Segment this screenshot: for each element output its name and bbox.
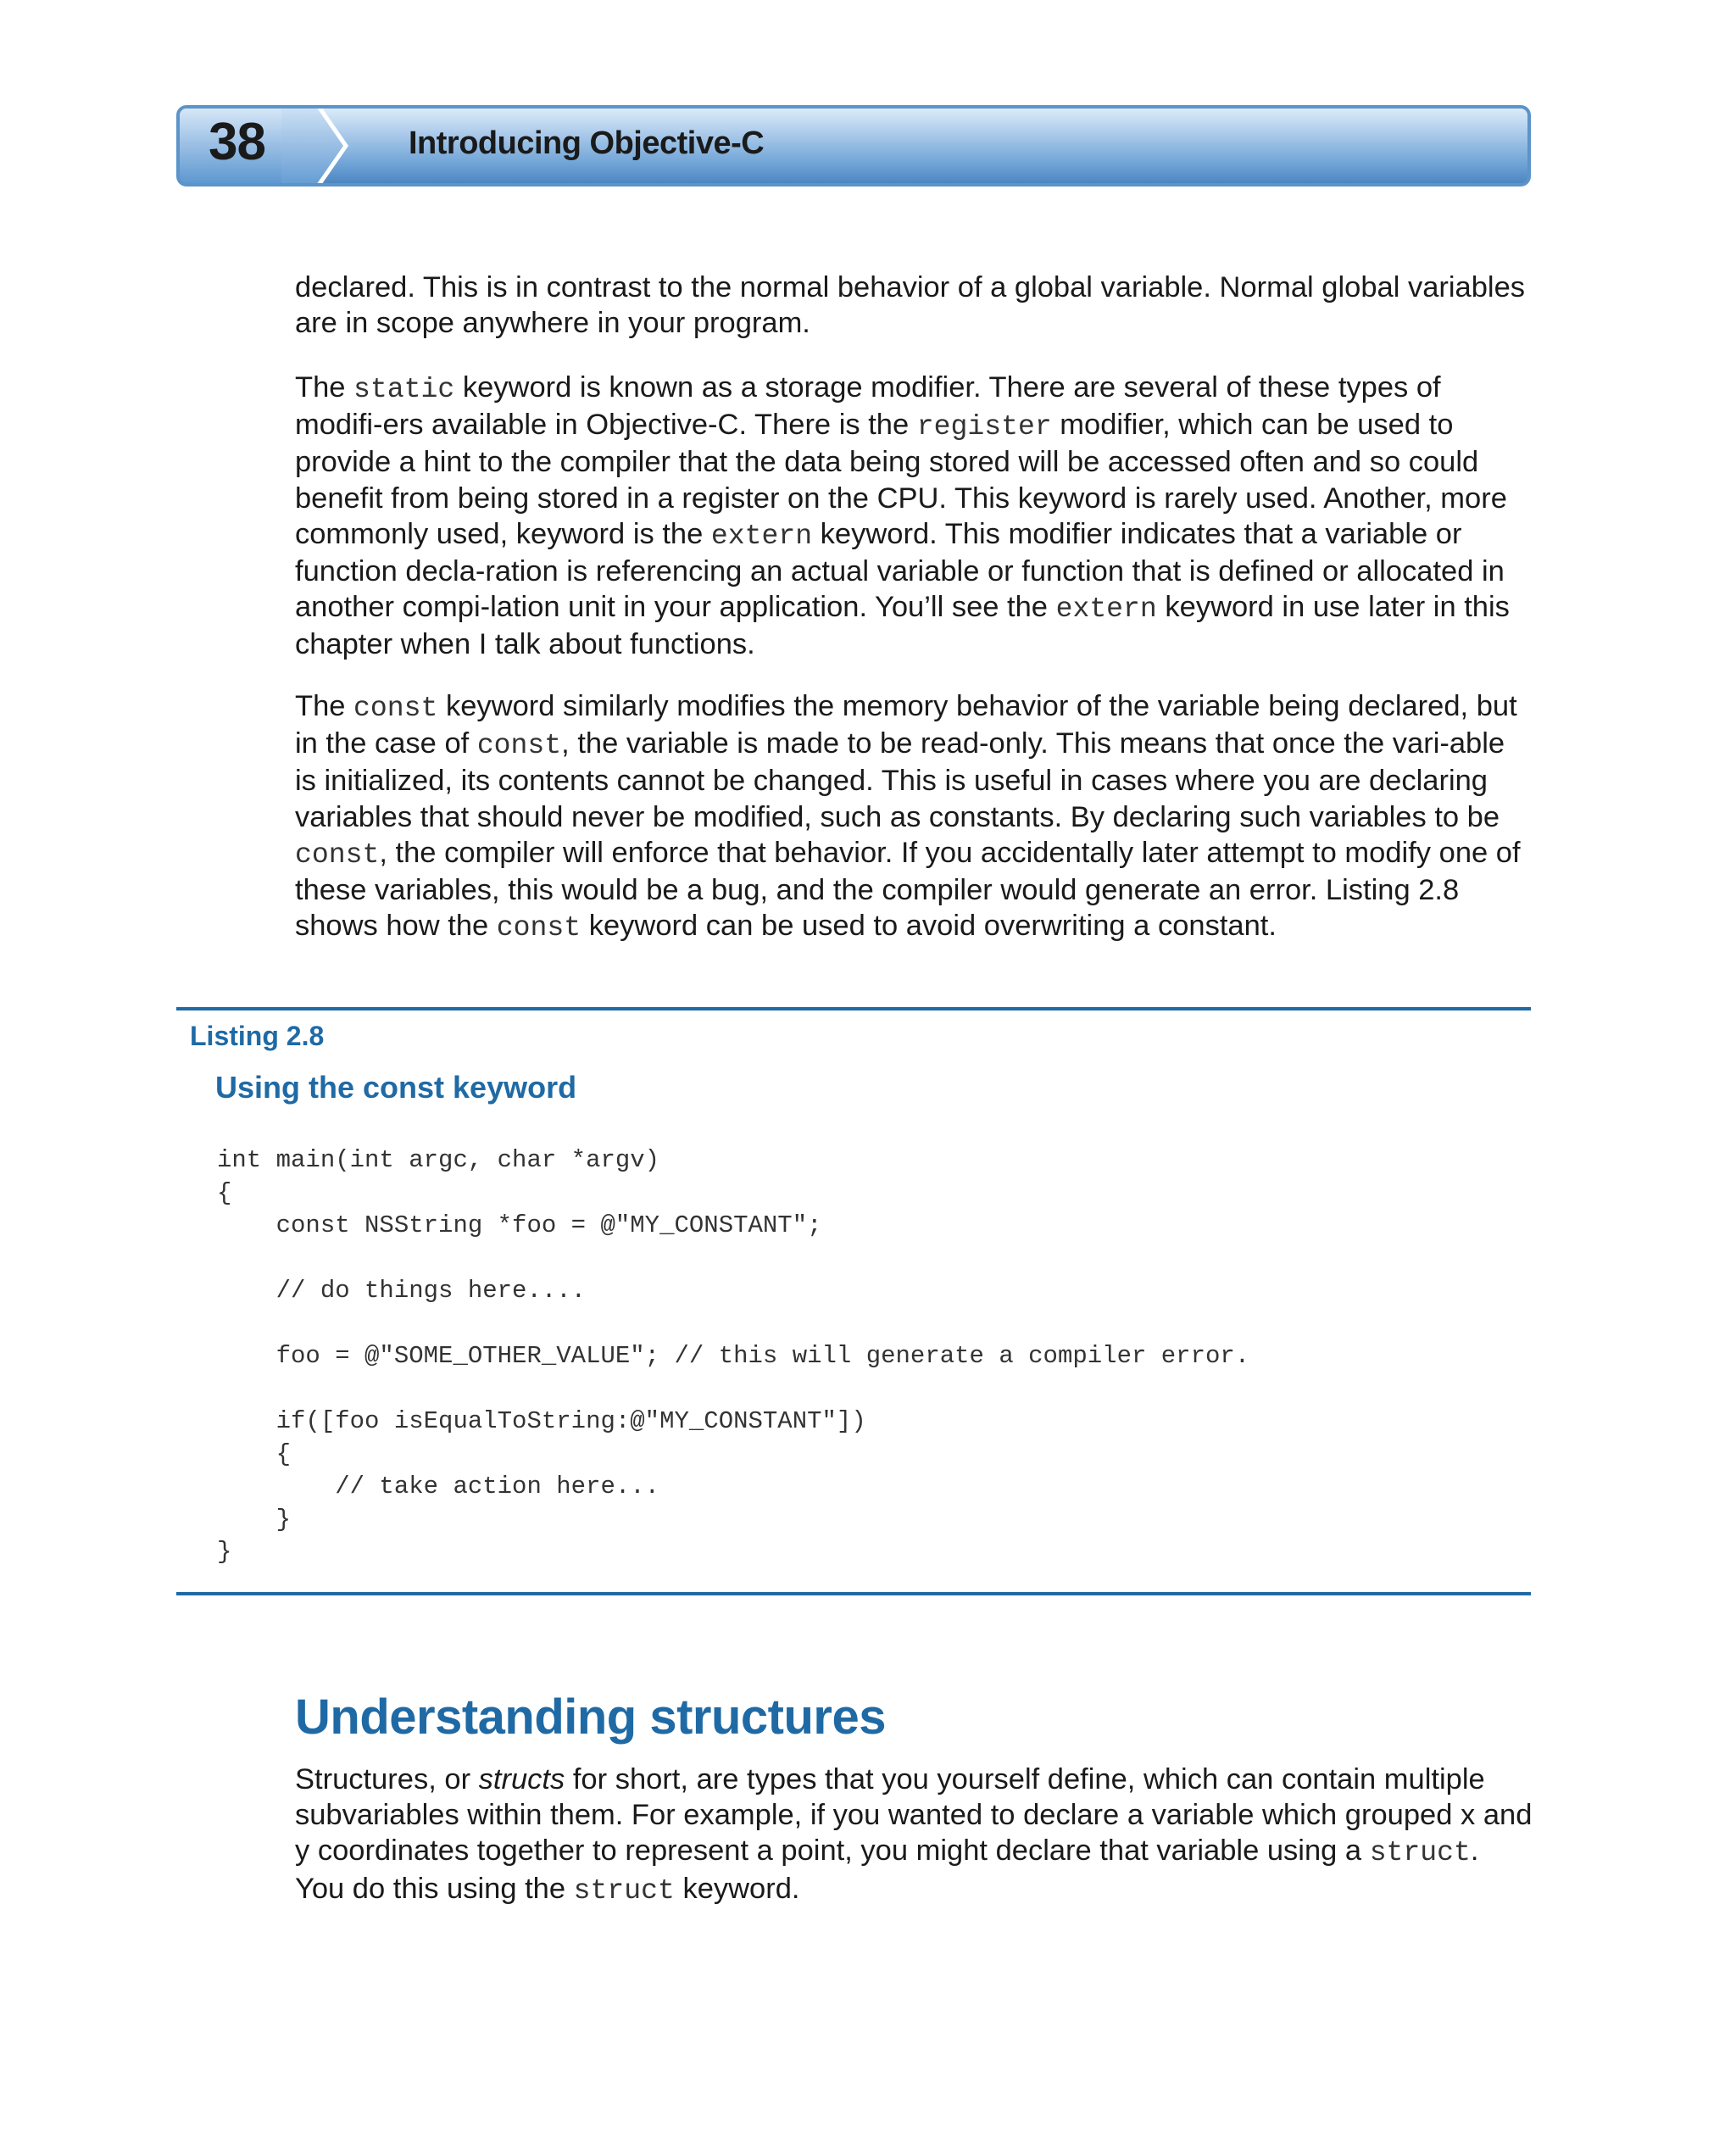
text-run: keyword similarly modifies the memory behavior of the variable being declared, but in the case of: [295, 690, 1517, 760]
text-run: The: [295, 690, 354, 722]
inline-code: struct: [1369, 1836, 1471, 1869]
text-run: Structures, or: [295, 1763, 479, 1795]
code-line: }: [217, 1538, 232, 1566]
code-line: [217, 1308, 1249, 1341]
text-run: for short, are types that you yourself define, which can contain multiple subvariables within them. For example, if you wanted to declare a variable which grouped x and y coordinates together to represent a point, you might declare that variable using a: [295, 1763, 1533, 1868]
text-run: The: [295, 371, 354, 404]
running-title: Introducing Objective-C: [409, 125, 765, 161]
text-run: keyword.: [674, 1872, 800, 1905]
inline-code: extern: [710, 519, 813, 552]
text-run: keyword is known as a storage modifier. There are several of these types of modifi-ers available in Objective-C. There is the: [295, 371, 1441, 442]
text-run: , the variable is made to be read-only. This means that once the vari-able is initialized, its contents cannot be changed. This is useful in cases where you are declaring variables that should never be modified, such as constants. By declaring such variables to be: [295, 727, 1505, 833]
code-line: foo = @"SOME_OTHER_VALUE"; // this will generate a compiler error.: [217, 1342, 1250, 1370]
inline-code: static: [353, 373, 455, 405]
code-line: const NSString *foo = @"MY_CONSTANT";: [217, 1211, 822, 1239]
code-line: // take action here...: [217, 1473, 660, 1500]
text-run: keyword can be used to avoid overwriting a constant.: [581, 910, 1277, 943]
code-line: // do things here....: [217, 1277, 587, 1305]
inline-code: extern: [1055, 593, 1157, 626]
section-paragraph: [295, 1762, 1533, 1908]
text-run: keyword. This modifier indicates that a variable or function decla-ration is referencing an actual variable or function that is defined or allocated in another compi-lation unit in your application. You’ll see the: [295, 517, 1505, 624]
code-line: }: [217, 1505, 292, 1534]
code-line: int main(int argc, char *argv): [217, 1146, 660, 1174]
text-run: modifier, which can be used to provide a hint to the compiler that the data being stored will be accessed often and so could benefit from being stored in a register on the CPU. This keyword is rarely used. Another, more commonly used, keyword is the: [295, 409, 1507, 550]
inline-code: register: [916, 410, 1052, 443]
body-paragraph: [295, 370, 1533, 663]
code-listing: [217, 1144, 1249, 1569]
code-line: [217, 1373, 1249, 1406]
code-line: [217, 1243, 1249, 1276]
code-line: {: [217, 1439, 292, 1468]
inline-code: const: [295, 838, 380, 871]
code-line: if([foo isEqualToString:@"MY_CONSTANT"]): [217, 1407, 866, 1435]
emphasis-text: structs: [478, 1763, 565, 1795]
text-run: keyword in use later in this chapter when I talk about functions.: [295, 591, 1510, 661]
body-paragraph: [295, 270, 1533, 341]
inline-code: const: [496, 911, 581, 944]
body-paragraph: [295, 688, 1533, 945]
header-chevron-divider: [281, 105, 417, 187]
page-number: 38: [209, 113, 265, 171]
listing-bottom-rule: [176, 1592, 1531, 1595]
code-line: {: [217, 1178, 232, 1207]
text-run: declared. This is in contrast to the normal behavior of a global variable. Normal global variables are in scope anywhere in your program.: [295, 271, 1526, 340]
listing-label: Listing 2.8: [190, 1021, 325, 1051]
inline-code: struct: [573, 1873, 675, 1907]
listing-title: Using the const keyword: [215, 1070, 577, 1105]
inline-code: const: [476, 729, 562, 762]
inline-code: const: [353, 692, 438, 724]
text-run: . You do this using the: [295, 1834, 1479, 1905]
section-heading: Understanding structures: [295, 1690, 886, 1745]
text-run: , the compiler will enforce that behavior. If you accidentally later attempt to modify one of these variables, this would be a bug, and the compiler would generate an error. Listing 2.8 shows how the: [295, 836, 1521, 943]
listing-top-rule: [176, 1007, 1531, 1010]
page-header: [176, 105, 1531, 187]
